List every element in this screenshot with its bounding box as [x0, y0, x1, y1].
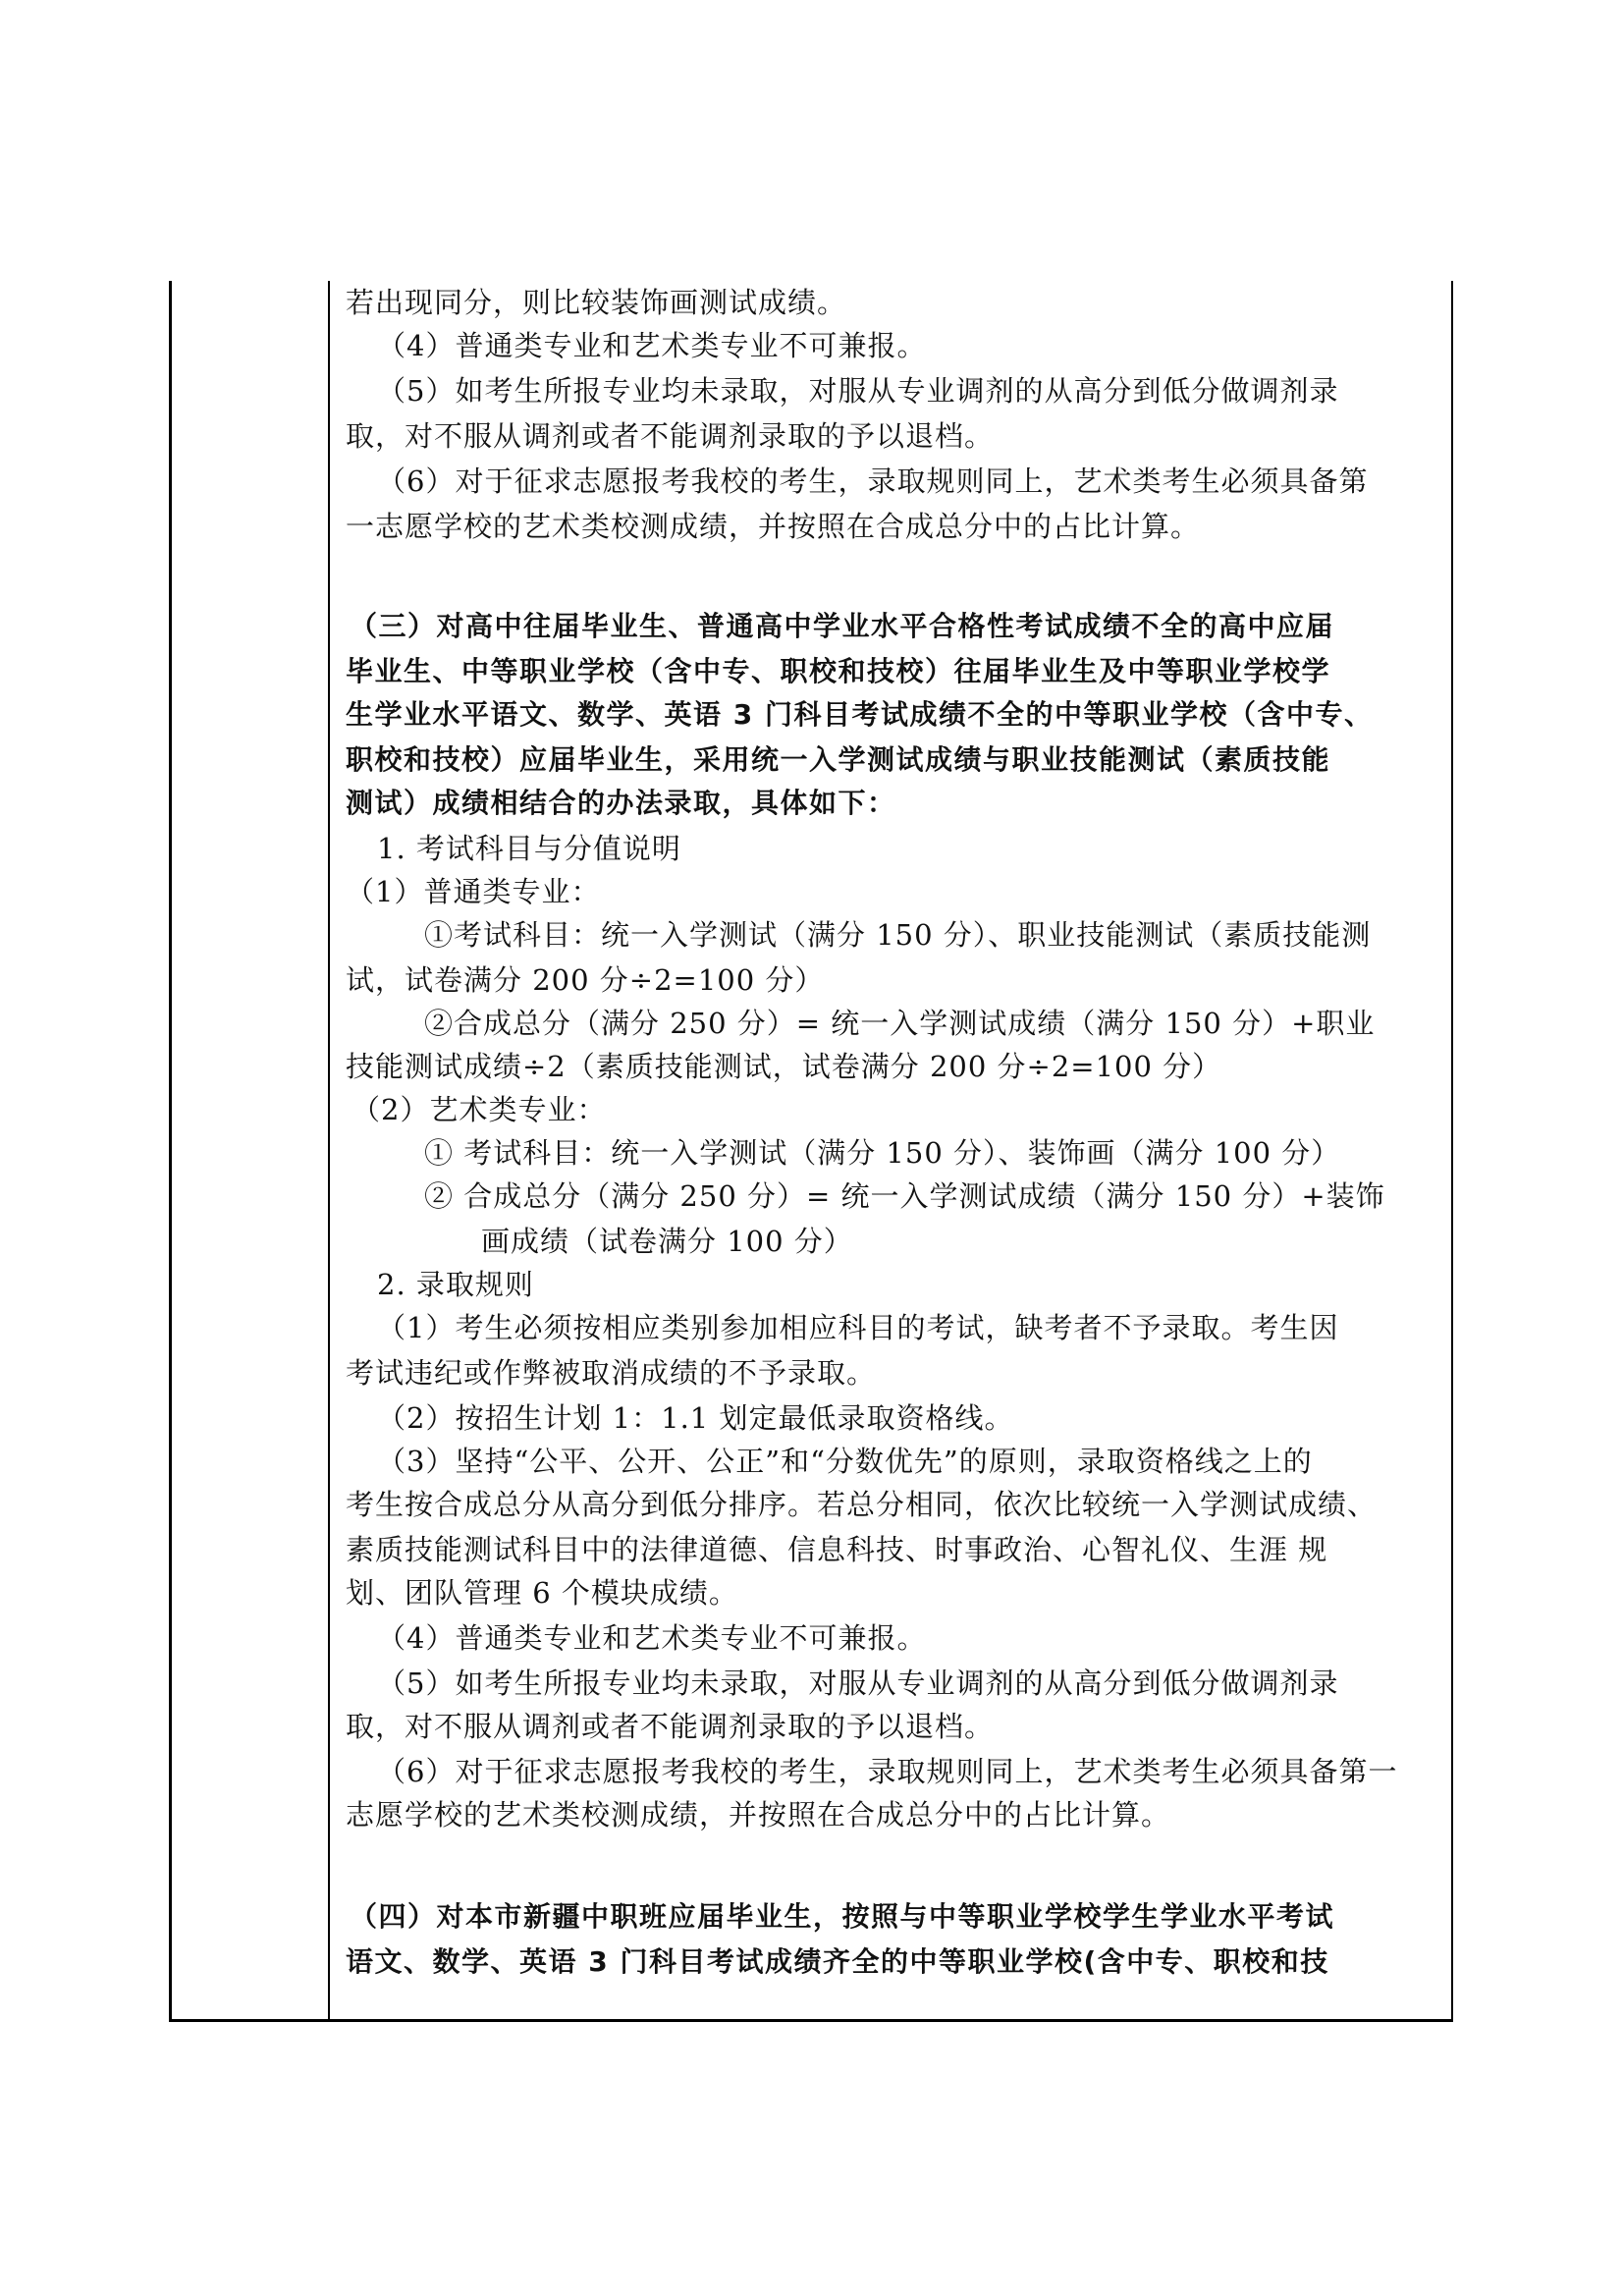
paragraph-line: 素质技能测试科目中的法律道德、信息科技、时事政治、心智礼仪、生涯 规: [346, 1533, 1328, 1566]
paragraph-line: 若出现同分，则比较装饰画测试成绩。: [346, 286, 847, 319]
table-column-divider: [328, 281, 330, 2021]
section-heading-line: （四）对本市新疆中职班应届毕业生，按照与中等职业学校学生学业水平考试: [350, 1900, 1335, 1933]
paragraph-line: （2）艺术类专业：: [352, 1093, 607, 1126]
paragraph-line: 取，对不服从调剂或者不能调剂录取的予以退档。: [346, 1710, 995, 1743]
paragraph-line: （5）如考生所报专业均未录取，对服从专业调剂的从高分到低分做调剂录: [377, 1667, 1339, 1700]
paragraph-line: （3）坚持“公平、公开、公正”和“分数优先”的原则，录取资格线之上的: [377, 1445, 1313, 1478]
section-heading-line: （三）对高中往届毕业生、普通高中学业水平合格性考试成绩不全的高中应届: [350, 610, 1335, 642]
paragraph-line: 取，对不服从调剂或者不能调剂录取的予以退档。: [346, 419, 995, 453]
paragraph-line: ①考试科目：统一入学测试（满分 150 分）、职业技能测试（素质技能测: [424, 918, 1372, 952]
table-left-border: [169, 281, 172, 2021]
section-heading-line: 毕业生、中等职业学校（含中专、职校和技校）往届毕业生及中等职业学校学: [346, 655, 1331, 687]
subheading: 1. 考试科目与分值说明: [377, 832, 681, 865]
paragraph-line: 一志愿学校的艺术类校测成绩，并按照在合成总分中的占比计算。: [346, 510, 1201, 543]
paragraph-line: （1）考生必须按相应类别参加相应科目的考试，缺考者不予录取。考生因: [377, 1311, 1339, 1344]
paragraph-line: 技能测试成绩÷2（素质技能测试，试卷满分 200 分÷2=100 分）: [346, 1050, 1222, 1083]
paragraph-line: ② 合成总分（满分 250 分）= 统一入学测试成绩（满分 150 分）+装饰: [424, 1179, 1385, 1213]
paragraph-line: 志愿学校的艺术类校测成绩，并按照在合成总分中的占比计算。: [346, 1798, 1171, 1831]
paragraph-line: （6）对于征求志愿报考我校的考生，录取规则同上，艺术类考生必须具备第: [377, 465, 1369, 498]
paragraph-line: 考生按合成总分从高分到低分排序。若总分相同，依次比较统一入学测试成绩、: [346, 1488, 1378, 1521]
paragraph-line: ②合成总分（满分 250 分）= 统一入学测试成绩（满分 150 分）+职业: [424, 1007, 1376, 1040]
paragraph-line: （1）普通类专业：: [346, 875, 601, 908]
paragraph-line: 试，试卷满分 200 分÷2=100 分）: [346, 963, 825, 997]
paragraph-line: （4）普通类专业和艺术类专业不可兼报。: [377, 1621, 927, 1655]
paragraph-line: （2）按招生计划 1：1.1 划定最低录取资格线。: [377, 1401, 1014, 1435]
section-heading-line: 职校和技校）应届毕业生，采用统一入学测试成绩与职业技能测试（素质技能: [346, 743, 1331, 776]
section-heading-line: 生学业水平语文、数学、英语 3 门科目考试成绩不全的中等职业学校（含中专、: [346, 698, 1374, 731]
section-heading-line: 测试）成绩相结合的办法录取，具体如下：: [346, 787, 896, 819]
section-heading-line: 语文、数学、英语 3 门科目考试成绩齐全的中等职业学校(含中专、职校和技: [346, 1945, 1329, 1978]
paragraph-line: （5）如考生所报专业均未录取，对服从专业调剂的从高分到低分做调剂录: [377, 374, 1339, 408]
paragraph-line: （6）对于征求志愿报考我校的考生，录取规则同上，艺术类考生必须具备第一: [377, 1755, 1398, 1788]
table-bottom-border: [169, 2019, 1453, 2022]
paragraph-line: 画成绩（试卷满分 100 分）: [481, 1225, 853, 1258]
paragraph-line: 考试违纪或作弊被取消成绩的不予录取。: [346, 1356, 877, 1390]
paragraph-line: （4）普通类专业和艺术类专业不可兼报。: [377, 329, 927, 362]
paragraph-line: 划、团队管理 6 个模块成绩。: [346, 1576, 738, 1610]
table-right-border: [1451, 281, 1453, 2021]
subheading: 2. 录取规则: [377, 1268, 534, 1301]
paragraph-line: ① 考试科目：统一入学测试（满分 150 分）、装饰画（满分 100 分）: [424, 1136, 1341, 1170]
